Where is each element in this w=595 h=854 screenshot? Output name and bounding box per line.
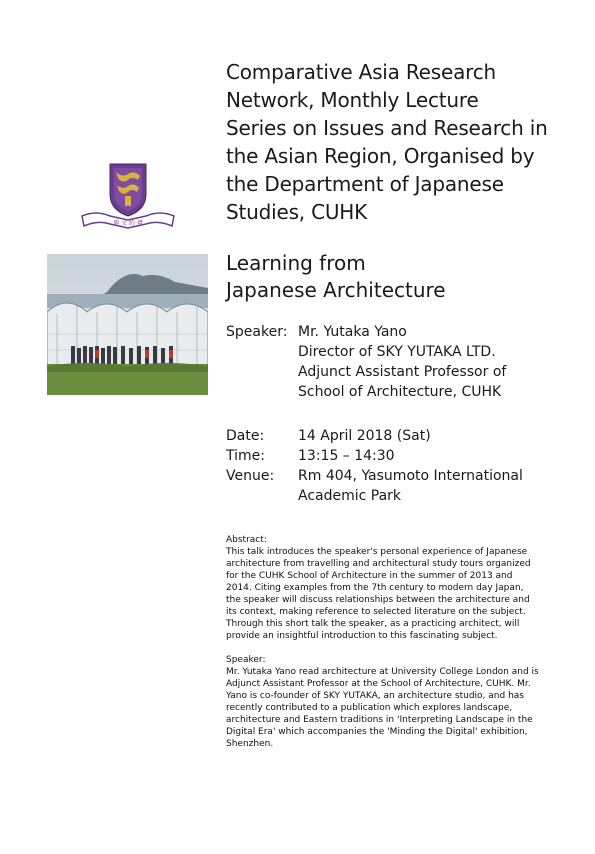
speaker-role: Director of SKY YUTAKA LTD.: [298, 344, 496, 360]
lecture-title-line: Japanese Architecture: [226, 278, 446, 302]
svg-text:博 文 約 禮: 博 文 約 禮: [113, 220, 143, 227]
venue-value: Academic Park: [298, 488, 402, 504]
time-label: Time:: [226, 448, 265, 464]
venue-value: Rm 404, Yasumoto International: [298, 468, 523, 484]
speaker-role: Adjunct Assistant Professor of: [298, 364, 507, 380]
group-photo: [47, 254, 208, 395]
date-value: 14 April 2018 (Sat): [298, 428, 431, 444]
university-crest-icon: [76, 158, 180, 232]
time-value: 13:15 – 14:30: [298, 448, 395, 464]
series-title: [226, 58, 566, 226]
series-title-line: Comparative Asia Research: [226, 60, 497, 84]
bio-heading: Speaker:: [226, 655, 266, 665]
lecture-title-line: Learning from: [226, 251, 366, 275]
series-title-line: the Department of Japanese: [226, 172, 504, 196]
date-label: Date:: [226, 428, 265, 444]
series-title-line: Studies, CUHK: [226, 200, 368, 224]
abstract-body: This talk introduces the speaker's personal experience of Japanese architecture from travelling and architectural study tours organized for the CUHK School of Architecture in the summer of 2013 and 2014. Citing examples from the 7th century to modern day Japan, the speaker will discuss relationships between the architecture and its context, making reference to selected literature on the subject. Through this short talk the speaker, as a practicing architect, will provide an insightful introduction to this fascinating subject.: [226, 547, 531, 641]
lecture-title: [226, 250, 566, 304]
speaker-info: [226, 322, 566, 402]
abstract-heading: Abstract:: [226, 535, 267, 545]
speaker-label: Speaker:: [226, 324, 288, 340]
series-title-line: Network, Monthly Lecture: [226, 88, 479, 112]
venue-label: Venue:: [226, 468, 275, 484]
series-title-line: the Asian Region, Organised by: [226, 144, 535, 168]
abstract-section: [226, 534, 541, 762]
bio-body: Mr. Yutaka Yano read architecture at University College London and is Adjunct Assistant Professor at the School of Architecture, CUHK. Mr. Yano is co-founder of SKY YUTAKA, an architecture studio, and has recently contributed to a publication which explores landscape, architecture and Eastern traditions in 'Interpreting Landscape in the Digital Era' which accompanies the 'Minding the Digital' exhibition, Shenzhen.: [226, 667, 539, 749]
series-title-line: Series on Issues and Research in: [226, 116, 548, 140]
event-details: [226, 426, 566, 506]
speaker-name: Mr. Yutaka Yano: [298, 324, 407, 340]
speaker-role: School of Architecture, CUHK: [298, 384, 502, 400]
